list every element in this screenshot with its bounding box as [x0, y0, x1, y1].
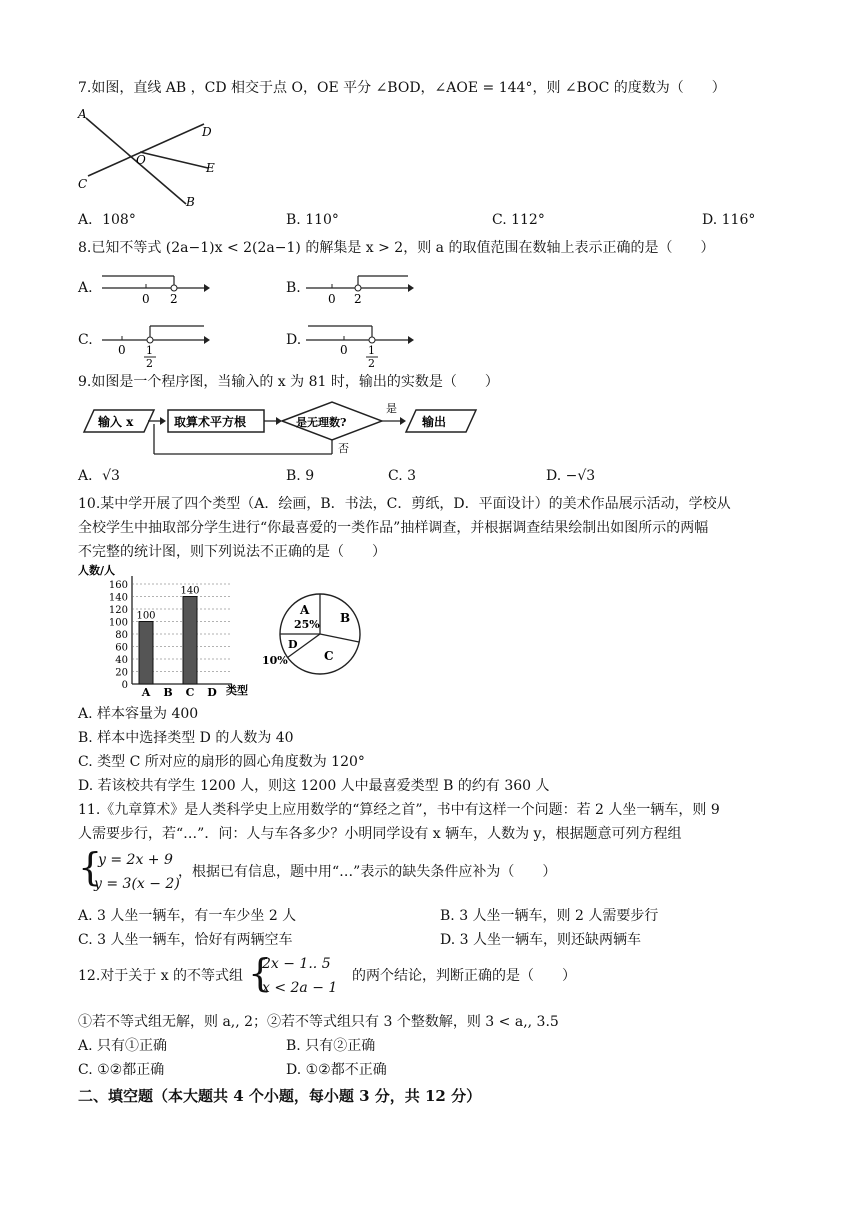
frac-den: 2: [146, 357, 153, 368]
q10-option-b: B. 样本中选择类型 D 的人数为 40: [78, 730, 294, 746]
q12-suffix: 的两个结论，判断正确的是（ ）: [352, 968, 576, 984]
bar-tick-label: 120: [108, 605, 128, 616]
q11-option-b: B. 3 人坐一辆车，则 2 人需要步行: [440, 908, 659, 924]
bar-tick-label: 0: [121, 680, 128, 691]
q7-stem: 7.如图，直线 AB ，CD 相交于点 O，OE 平分 ∠BOD，∠AOE = 144°，则 ∠BOC 的度数为（ ）: [78, 80, 726, 96]
frac-den: 2: [368, 357, 375, 368]
q7-option-c: C. 112°: [492, 212, 545, 228]
mark-label: 2: [354, 292, 362, 306]
label-c: C: [78, 177, 88, 191]
label-e: E: [206, 161, 215, 175]
q12-option-b: B. 只有②正确: [286, 1038, 376, 1054]
zero-label: 0: [328, 292, 336, 306]
label-a: A: [78, 107, 87, 121]
q12-option-d: D. ①②都不正确: [286, 1062, 387, 1078]
process-label: 取算术平方根: [174, 415, 247, 429]
pie-label-d-pct: 10%: [262, 654, 288, 667]
q9-option-c: C. 3: [388, 468, 417, 484]
yes-label: 是: [386, 402, 397, 415]
q9-option-a: A．√3: [78, 468, 120, 484]
q8-option-b-label: B.: [286, 280, 301, 296]
q7-option-b: B. 110°: [286, 212, 339, 228]
q9-option-b: B. 9: [286, 468, 315, 484]
q12-ineq1: 2x − 1.. 5: [262, 956, 331, 972]
q9-flowchart: [82, 398, 502, 460]
q10-stem-line3: 不完整的统计图，则下列说法不正确的是（ ）: [78, 544, 386, 560]
q10-pie-chart: [262, 590, 372, 680]
zero-label: 0: [118, 343, 126, 357]
bar-tick-label: 20: [115, 667, 128, 679]
q7-option-d: D. 116°: [702, 212, 756, 228]
mark-label: 2: [170, 292, 178, 306]
pie-label-d: D: [288, 638, 298, 651]
bar-value-label: 100: [136, 610, 156, 622]
q8-option-c-label: C.: [78, 332, 93, 348]
q7-option-a: A．108°: [78, 212, 136, 228]
label-b: B: [186, 195, 195, 209]
q11-after: ，根据已有信息，题中用“…”表示的缺失条件应补为（ ）: [178, 864, 557, 880]
pie-label-b: B: [340, 611, 351, 625]
output-label: 输出: [422, 415, 447, 429]
q12-option-a: A. 只有①正确: [78, 1038, 168, 1054]
bar-value-label: 140: [180, 585, 200, 597]
q7-figure: [74, 106, 234, 210]
bar-category-label: A: [141, 686, 151, 699]
bar-ylabel: 人数/人: [78, 564, 116, 577]
q10-stem-line1: 10.某中学开展了四个类型（A．绘画，B．书法，C．剪纸，D．平面设计）的美术作品展示活动，学校从: [78, 496, 731, 512]
q8-option-d-label: D.: [286, 332, 302, 348]
bar-tick-label: 160: [108, 580, 128, 591]
q11-stem-line2: 人需要步行，若“…”．问：人与车各多少？小明同学设有 x 辆车，人数为 y，根据题意可列方程组: [78, 826, 682, 842]
bar-tick-label: 60: [115, 642, 128, 654]
q10-option-a: A. 样本容量为 400: [78, 706, 199, 722]
bar-xlabel: 类型: [226, 684, 248, 697]
pie-label-c: C: [324, 649, 334, 663]
q12-prefix: 12.对于关于 x 的不等式组: [78, 968, 244, 984]
q8-numberline-d: [304, 316, 414, 368]
q8-stem: 8.已知不等式 (2a−1)x < 2(2a−1) 的解集是 x > 2，则 a 的取值范围在数轴上表示正确的是（ ）: [78, 240, 715, 256]
q12-statements: ①若不等式组无解，则 a,, 2；②若不等式组只有 3 个整数解，则 3 < a,, 3.5: [78, 1014, 559, 1030]
frac-num: 1: [146, 344, 153, 357]
q11-eq1: y = 2x + 9: [98, 852, 173, 868]
q9-option-d: D. −√3: [546, 468, 596, 484]
q11-eq2: y = 3(x − 2): [94, 876, 180, 892]
zero-label: 0: [142, 292, 150, 306]
q10-option-d: D. 若该校共有学生 1200 人，则这 1200 人中最喜爱类型 B 的约有 360 人: [78, 778, 550, 794]
bar-tick-label: 140: [108, 592, 128, 604]
q11-option-a: A. 3 人坐一辆车，有一车少坐 2 人: [78, 908, 297, 924]
pie-label-a-pct: 25%: [294, 618, 320, 631]
q10-stem-line2: 全校学生中抽取部分学生进行“你最喜爱的一类作品”抽样调查，并根据调查结果绘制出如图所示的两幅: [78, 520, 709, 536]
q8-numberline-b: [304, 270, 414, 306]
bar-category-label: C: [185, 686, 195, 699]
q11-option-d: D. 3 人坐一辆车，则还缺两辆车: [440, 932, 641, 948]
q10-option-c: C. 类型 C 所对应的扇形的圆心角度数为 120°: [78, 754, 365, 770]
q10-bar-chart: [76, 564, 266, 704]
label-o: O: [136, 153, 146, 167]
q8-option-a-label: A.: [78, 280, 93, 296]
bar-tick-label: 40: [115, 655, 128, 666]
q12-ineq2: x < 2a − 1: [262, 980, 338, 996]
q11-option-c: C. 3 人坐一辆车，恰好有两辆空车: [78, 932, 293, 948]
label-d: D: [202, 125, 212, 139]
q8-numberline-a: [100, 270, 210, 306]
no-label: 否: [338, 442, 349, 455]
q11-brace: {: [78, 845, 103, 889]
section-2-heading: 二、填空题（本大题共 4 个小题，每小题 3 分，共 12 分）: [78, 1087, 482, 1105]
q8-numberline-c: [100, 316, 210, 368]
q12-option-c: C. ①②都正确: [78, 1062, 165, 1078]
frac-num: 1: [368, 344, 375, 357]
q12-brace: {: [248, 951, 273, 995]
bar-category-label: D: [207, 686, 217, 699]
q11-stem-line1: 11.《九章算术》是人类科学史上应用数学的“算经之首”，书中有这样一个问题：若 2 人坐一辆车，则 9: [78, 802, 720, 818]
decision-label: 是无理数?: [296, 416, 347, 429]
bar-tick-label: 100: [108, 617, 128, 629]
bar-tick-label: 80: [115, 630, 128, 641]
bar-mark: [139, 622, 153, 685]
q9-stem: 9.如图是一个程序图，当输入的 x 为 81 时，输出的实数是（ ）: [78, 374, 499, 390]
bar-mark: [183, 597, 197, 685]
zero-label: 0: [340, 343, 348, 357]
input-label: 输入 x: [98, 415, 134, 429]
bar-category-label: B: [163, 686, 173, 699]
pie-label-a: A: [300, 603, 310, 617]
